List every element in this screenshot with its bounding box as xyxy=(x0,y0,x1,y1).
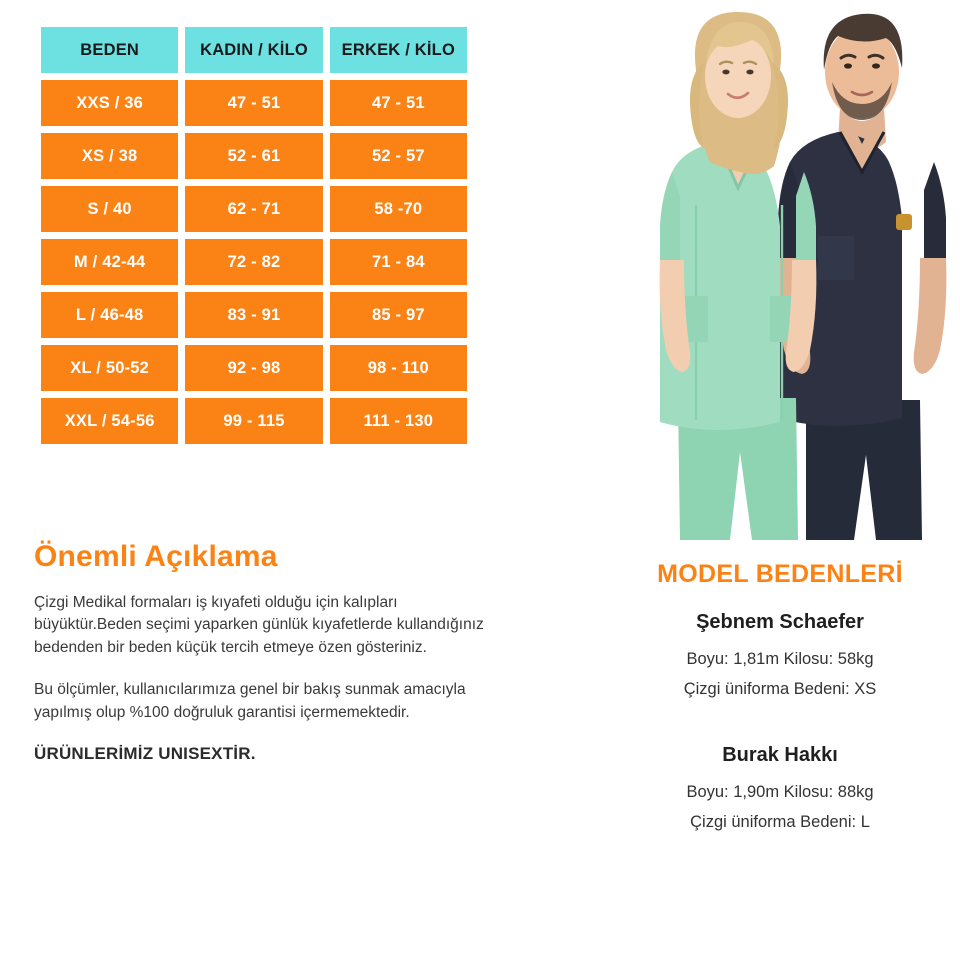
cell-size: XL / 50-52 xyxy=(41,345,178,391)
model-height-weight: Boyu: 1,90m Kilosu: 88kg xyxy=(686,782,874,801)
size-chart-head xyxy=(41,27,467,73)
model-sizes-section xyxy=(600,560,960,841)
cell-men-weight: 71 - 84 xyxy=(330,239,467,285)
model-height-weight: Boyu: 1,81m Kilosu: 58kg xyxy=(686,650,874,668)
cell-size: XS / 38 xyxy=(41,133,178,179)
model-sizes-title: MODEL BEDENLERİ xyxy=(657,560,903,588)
right-column xyxy=(600,0,960,960)
cell-women-weight: 83 - 91 xyxy=(185,292,322,338)
cell-size: M / 42-44 xyxy=(41,239,178,285)
notice-paragraph-1: Çizgi Medikal formaları iş kıyafeti olduğu için kalıpları büyüktür.Beden seçimi yaparken günlük kıyafetlerde kullandığınız bedenden bir beden küçük tercih etmeye özen gösteriniz. xyxy=(34,594,484,656)
cell-men-weight: 111 - 130 xyxy=(330,398,467,444)
models-illustration xyxy=(600,0,960,540)
cell-women-weight: 99 - 115 xyxy=(185,398,322,444)
cell-women-weight: 72 - 82 xyxy=(185,239,322,285)
size-chart-body xyxy=(41,80,467,444)
table-header-row xyxy=(41,27,467,73)
cell-men-weight: 98 - 110 xyxy=(330,345,467,391)
important-notice-section xyxy=(34,540,504,764)
column-header-men-weight: ERKEK / KİLO xyxy=(330,27,467,73)
table-row xyxy=(41,398,467,444)
table-row xyxy=(41,80,467,126)
cell-size: XXL / 54-56 xyxy=(41,398,178,444)
notice-footer: ÜRÜNLERİMİZ UNISEXTİR. xyxy=(34,744,256,764)
cell-size: XXS / 36 xyxy=(41,80,178,126)
model-uniform-size: Çizgi üniforma Bedeni: L xyxy=(690,812,870,831)
model-uniform-size: Çizgi üniforma Bedeni: XS xyxy=(683,679,877,698)
model-entry xyxy=(600,744,960,835)
table-row xyxy=(41,186,467,232)
model-name: Burak Hakkı xyxy=(722,743,838,766)
cell-men-weight: 58 -70 xyxy=(330,186,467,232)
cell-size: L / 46-48 xyxy=(41,292,178,338)
table-row xyxy=(41,239,467,285)
cell-women-weight: 52 - 61 xyxy=(185,133,322,179)
cell-men-weight: 47 - 51 xyxy=(330,80,467,126)
table-row xyxy=(41,133,467,179)
cell-size: S / 40 xyxy=(41,186,178,232)
column-header-size: BEDEN xyxy=(41,27,178,73)
cell-women-weight: 62 - 71 xyxy=(185,186,322,232)
cell-men-weight: 85 - 97 xyxy=(330,292,467,338)
model-entry xyxy=(600,611,960,702)
table-row xyxy=(41,345,467,391)
column-header-women-weight: KADIN / KİLO xyxy=(185,27,322,73)
cell-men-weight: 52 - 57 xyxy=(330,133,467,179)
model-name: Şebnem Schaefer xyxy=(696,611,864,633)
model-entries-spacer xyxy=(600,708,960,744)
cell-women-weight: 47 - 51 xyxy=(185,80,322,126)
notice-paragraph-2: Bu ölçümler, kullanıcılarımıza genel bir bakış sunmak amacıyla yapılmış olup %100 doğruluk garantisi içermemektedir. xyxy=(34,681,466,721)
size-chart-table xyxy=(34,20,474,451)
notice-title: Önemli Açıklama xyxy=(34,540,278,573)
table-row xyxy=(41,292,467,338)
models-photo xyxy=(600,0,960,540)
cell-women-weight: 92 - 98 xyxy=(185,345,322,391)
